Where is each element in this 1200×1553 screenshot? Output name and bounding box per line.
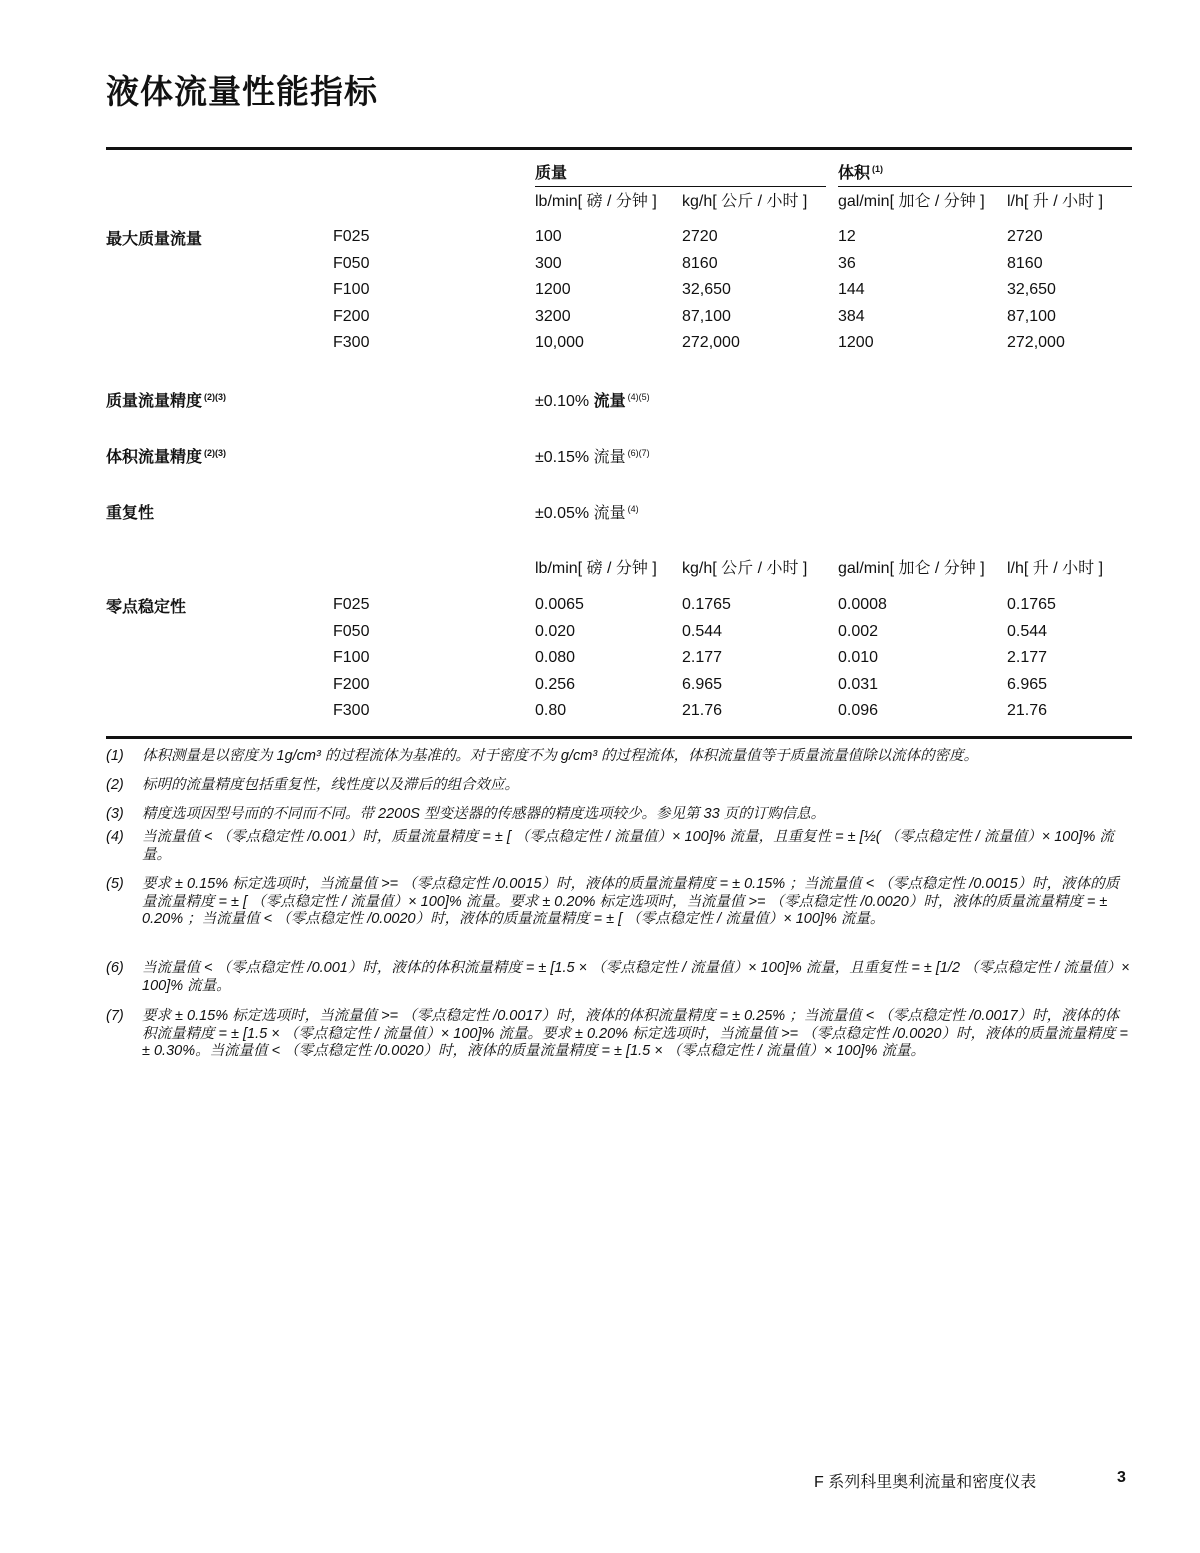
- gal-cell: 12: [838, 228, 856, 245]
- unit-lb-min: lb/min[ 磅 / 分钟 ]: [535, 560, 657, 577]
- model-cell: F300: [333, 334, 370, 351]
- lb-cell: 100: [535, 228, 562, 245]
- kg-cell: 32,650: [682, 281, 731, 298]
- lb-cell: 0.080: [535, 649, 576, 666]
- footnote-number: (6): [106, 960, 124, 976]
- footnote-number: (7): [106, 1008, 124, 1024]
- kg-cell: 272,000: [682, 334, 740, 351]
- footnote-3: [106, 806, 1130, 824]
- kg-cell: 0.544: [682, 623, 723, 640]
- kg-cell: 2720: [682, 228, 718, 245]
- l-cell: 32,650: [1007, 281, 1056, 298]
- model-cell: F025: [333, 596, 370, 613]
- repeatability-label: 重复性: [106, 505, 155, 522]
- lb-cell: 0.020: [535, 623, 576, 640]
- mass-accuracy-value: ±0.10% 流量 $^{(4)(5)}$: [535, 391, 650, 410]
- model-cell: F100: [333, 281, 370, 298]
- kg-cell: 6.965: [682, 676, 723, 693]
- kg-cell: 87,100: [682, 308, 731, 325]
- footnote-text: 标明的流量精度包括重复性，线性度以及滞后的组合效应。: [142, 777, 519, 793]
- footnote-text: 要求 ± 0.15% 标定选项时，当流量值 >= （零点稳定性 /0.0017）时，液体的体积流量精度 = ± 0.25% ；当流量值 < （零点稳定性 /0.0017）时，液体的体积流量精度 = ± [1.5 × （零点稳定性 / 流量值）× 100]% 流量。要求 ± 0.20% 标定选项时，当流量值 >= （零点稳定性 /0.0020）时，液体的质量流量精度 = ± 0.30%。当流量值 < （零点稳定性 /0.0020）时，液体的质量流量精度 = ± [1.5 × （零点稳定性 / 流量值）× 100]% 流量。: [142, 1008, 1128, 1059]
- model-cell: F050: [333, 255, 370, 272]
- model-cell: F200: [333, 308, 370, 325]
- l-cell: 0.544: [1007, 623, 1048, 640]
- gal-cell: 0.002: [838, 623, 879, 640]
- repeatability-value: ±0.05% 流量 $^{(4)}$: [535, 503, 639, 522]
- unit-gal-min: gal/min[ 加仑 / 分钟 ]: [838, 560, 985, 577]
- bottom-rule: [106, 736, 1132, 739]
- gal-cell: 0.0008: [838, 596, 887, 613]
- unit-l-h: l/h[ 升 / 小时 ]: [1007, 193, 1104, 210]
- page-number: 3: [1117, 1469, 1126, 1486]
- l-cell: 2.177: [1007, 649, 1048, 666]
- footnote-2: [106, 777, 1130, 795]
- kg-cell: 8160: [682, 255, 718, 272]
- lb-cell: 300: [535, 255, 562, 272]
- l-cell: 272,000: [1007, 334, 1065, 351]
- gal-cell: 0.010: [838, 649, 879, 666]
- gal-cell: 384: [838, 308, 865, 325]
- lb-cell: 0.0065: [535, 596, 584, 613]
- gal-cell: 144: [838, 281, 865, 298]
- gal-cell: 0.031: [838, 676, 879, 693]
- l-cell: 87,100: [1007, 308, 1056, 325]
- unit-kg-h: kg/h[ 公斤 / 小时 ]: [682, 560, 808, 577]
- volume-header-rule: [838, 186, 1132, 187]
- volume-accuracy-value: ±0.15% 流量 $^{(6)(7)}$: [535, 447, 650, 466]
- gal-cell: 36: [838, 255, 856, 272]
- footnote-5: [106, 876, 1130, 929]
- model-cell: F100: [333, 649, 370, 666]
- footnote-number: (2): [106, 777, 124, 793]
- unit-gal-min: gal/min[ 加仑 / 分钟 ]: [838, 193, 985, 210]
- footnote-number: (1): [106, 748, 124, 764]
- lb-cell: 1200: [535, 281, 571, 298]
- footnote-6: [106, 960, 1130, 995]
- kg-cell: 21.76: [682, 702, 723, 719]
- volume-accuracy-label: 体积流量精度 $^{(2)(3)}$: [106, 447, 227, 466]
- footnote-number: (3): [106, 806, 124, 822]
- footer-title: F 系列科里奥利流量和密度仪表: [814, 1474, 1037, 1491]
- model-cell: F200: [333, 676, 370, 693]
- footnote-text: 当流量值 < （零点稳定性 /0.001）时，质量流量精度 = ± [ （零点稳定性 / 流量值）× 100]% 流量，且重复性 = ± [½( （零点稳定性 / 流量值）× 100]% 流量。: [142, 829, 1114, 863]
- l-cell: 21.76: [1007, 702, 1048, 719]
- mass-header-rule: [535, 186, 826, 187]
- footnote-text: 要求 ± 0.15% 标定选项时，当流量值 >= （零点稳定性 /0.0015）时，液体的质量流量精度 = ± 0.15% ；当流量值 < （零点稳定性 /0.0015）时，液体的质量流量精度 = ± [ （零点稳定性 / 流量值）× 100]% 流量。要求 ± 0.20% 标定选项时，当流量值 >= （零点稳定性 /0.0020）时，液体的质量流量精度 = ± 0.20% ；当流量值 < （零点稳定性 /0.0020）时，液体的质量流量精度 = ± [ （零点稳定性 / 流量值）× 100]% 流量。: [142, 876, 1120, 927]
- unit-kg-h: kg/h[ 公斤 / 小时 ]: [682, 193, 808, 210]
- unit-lb-min: lb/min[ 磅 / 分钟 ]: [535, 193, 657, 210]
- lb-cell: 0.80: [535, 702, 567, 719]
- footnote-7: [106, 1008, 1130, 1061]
- lb-cell: 10,000: [535, 334, 584, 351]
- model-cell: F050: [333, 623, 370, 640]
- gal-cell: 0.096: [838, 702, 879, 719]
- top-rule: [106, 147, 1132, 150]
- footnote-text: 体积测量是以密度为 1g/cm³ 的过程流体为基准的。对于密度不为 g/cm³ 的过程流体，体积流量值等于质量流量值除以流体的密度。: [142, 748, 979, 764]
- footnote-4: [106, 829, 1130, 864]
- kg-cell: 0.1765: [682, 596, 731, 613]
- max-flow-label: 最大质量流量: [106, 231, 203, 248]
- kg-cell: 2.177: [682, 649, 723, 666]
- mass-accuracy-label: 质量流量精度 $^{(2)(3)}$: [106, 391, 227, 410]
- model-cell: F025: [333, 228, 370, 245]
- lb-cell: 0.256: [535, 676, 576, 693]
- zero-stability-label: 零点稳定性: [106, 599, 187, 616]
- volume-group-header: 体积 $^{(1)}$: [838, 163, 884, 182]
- unit-l-h: l/h[ 升 / 小时 ]: [1007, 560, 1104, 577]
- footnote-number: (4): [106, 829, 124, 845]
- l-cell: 0.1765: [1007, 596, 1056, 613]
- l-cell: 2720: [1007, 228, 1043, 245]
- gal-cell: 1200: [838, 334, 874, 351]
- lb-cell: 3200: [535, 308, 571, 325]
- mass-group-header: 质量: [535, 165, 568, 182]
- page-title: 液体流量性能指标: [106, 72, 378, 111]
- model-cell: F300: [333, 702, 370, 719]
- footnote-text: 精度选项因型号而的不同而不同。带 2200S 型变送器的传感器的精度选项较少。参见第 33 页的订购信息。: [142, 806, 826, 822]
- l-cell: 8160: [1007, 255, 1043, 272]
- footnote-1: [106, 748, 1130, 766]
- footnote-text: 当流量值 < （零点稳定性 /0.001）时，液体的体积流量精度 = ± [1.5 × （零点稳定性 / 流量值）× 100]% 流量，且重复性 = ± [1/2 （零点稳定性 / 流量值）× 100]% 流量。: [142, 960, 1130, 994]
- l-cell: 6.965: [1007, 676, 1048, 693]
- footnote-number: (5): [106, 876, 124, 892]
